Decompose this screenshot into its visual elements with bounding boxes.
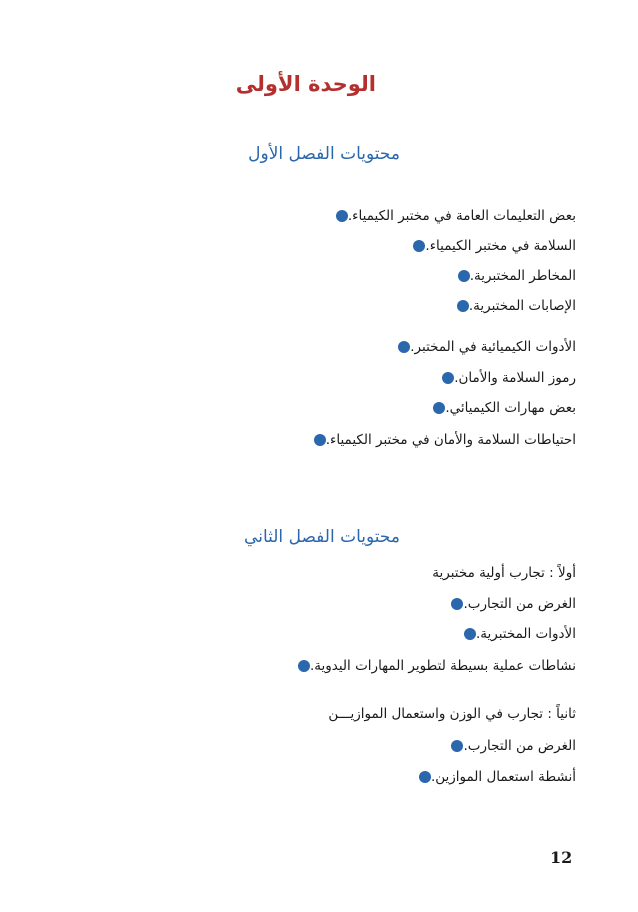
bullet-icon: [419, 771, 431, 783]
bullet-icon: [442, 372, 454, 384]
bullet-icon: [451, 740, 463, 752]
bullet-icon: [464, 628, 476, 640]
bullet-icon: [457, 300, 469, 312]
bullet-icon: [413, 240, 425, 252]
chapter2-title: محتويات الفصل الثاني: [244, 527, 400, 547]
list-item: رموز السلامة والأمان.: [436, 368, 576, 388]
bullet-icon: [336, 210, 348, 222]
bullet-icon: [398, 341, 410, 353]
part2-heading: ثانياً : تجارب في الوزن واستعمال الموازيـــن: [328, 706, 576, 722]
bullet-icon: [458, 270, 470, 282]
bullet-icon: [314, 434, 326, 446]
part1-heading: أولاً : تجارب أولية مختبرية: [432, 565, 576, 581]
bullet-icon: [451, 598, 463, 610]
chapter1-title: محتويات الفصل الأول: [248, 144, 400, 164]
list-item: المخاطر المختبرية.: [452, 266, 576, 286]
list-item: الإصابات المختبرية.: [451, 296, 576, 316]
list-item: الغرض من التجارب.: [445, 594, 576, 614]
list-item: بعض التعليمات العامة في مختبر الكيمياء.: [330, 206, 576, 226]
list-item: السلامة في مختبر الكيمياء.: [407, 236, 576, 256]
page-number: 12: [550, 848, 573, 867]
bullet-icon: [298, 660, 310, 672]
list-item: نشاطات عملية بسيطة لتطوير المهارات اليدوية.: [292, 656, 576, 676]
list-item: احتياطات السلامة والأمان في مختبر الكيمياء.: [308, 430, 576, 450]
unit-title: الوحدة الأولى: [235, 72, 376, 96]
list-item: بعض مهارات الكيميائي.: [427, 398, 576, 418]
list-item: الأدوات المختبرية.: [458, 624, 576, 644]
list-item: الغرض من التجارب.: [445, 736, 576, 756]
list-item: الأدوات الكيميائية في المختبر.: [392, 337, 576, 357]
bullet-icon: [433, 402, 445, 414]
list-item: أنشطة استعمال الموازين.: [413, 767, 576, 787]
